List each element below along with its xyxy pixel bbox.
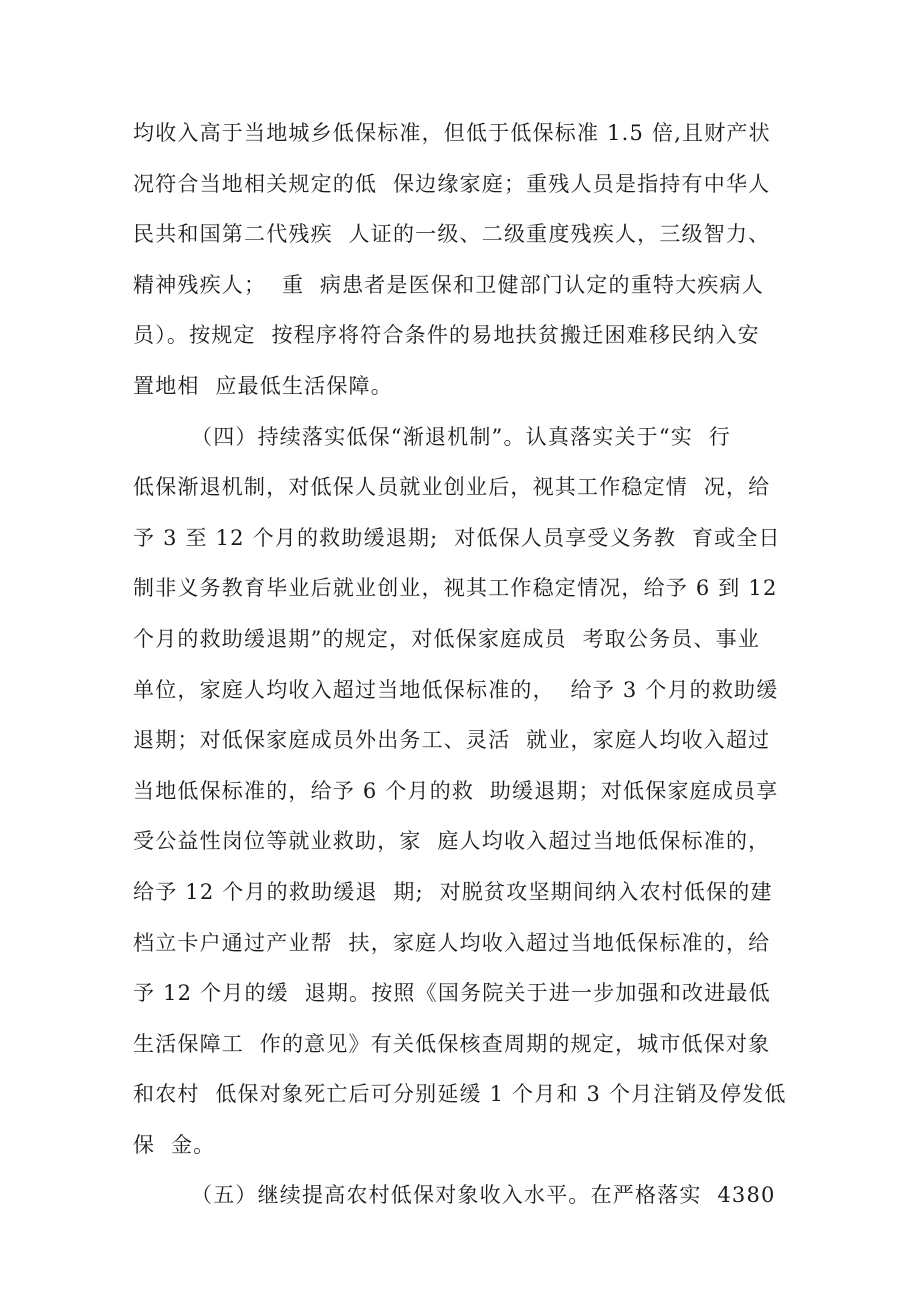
text-line: 况符合当地相关规定的低 保边缘家庭；重残人员是指持有中华人 xyxy=(133,171,771,196)
text-line: 予 12 个月的缓 退期。按照《国务院关于进一步加强和改进最低 xyxy=(133,981,771,1006)
text-line: 个月的救助缓退期”的规定，对低保家庭成员 考取公务员、事业 xyxy=(133,626,761,651)
text-line: 制非义务教育毕业后就业创业，视其工作稳定情况，给予 6 到 12 xyxy=(133,576,778,601)
text-line: （四）持续落实低保“渐退机制”。认真落实关于“实 行 xyxy=(191,424,731,449)
text-line: 生活保障工 作的意见》有关低保核查周期的规定，城市低保对象 xyxy=(133,1031,771,1056)
text-line: （五）继续提高农村低保对象收入水平。在严格落实 4380 xyxy=(191,1183,776,1208)
text-line: 和农村 低保对象死亡后可分别延缓 1 个月和 3 个月注销及停发低 xyxy=(133,1082,787,1107)
text-line: 当地低保标准的，给予 6 个月的救 助缓退期；对低保家庭成员享 xyxy=(133,778,779,803)
text-line: 员）。按规定 按程序将符合条件的易地扶贫搬迁困难移民纳入安 xyxy=(133,323,760,348)
text-line: 置地相 应最低生活保障。 xyxy=(133,373,393,398)
text-line: 档立卡户通过产业帮 扶，家庭人均收入超过当地低保标准的，给 xyxy=(133,930,771,955)
body-text xyxy=(133,108,803,1221)
text-line: 保 金。 xyxy=(133,1132,216,1157)
text-line: 给予 12 个月的救助缓退 期; 对脱贫攻坚期间纳入农村低保的建 xyxy=(133,879,773,904)
text-line: 均收入高于当地城乡低保标准，但低于低保标准 1.5 倍,且财产状 xyxy=(133,121,771,145)
text-line: 低保渐退机制，对低保人员就业创业后，视其工作稳定情 况，给 xyxy=(133,475,771,500)
text-line: 单位，家庭人均收入超过当地低保标准的， 给予 3 个月的救助缓 xyxy=(133,677,779,702)
text-line: 精神残疾人； 重 病患者是医保和卫健部门认定的重特大疾病人 xyxy=(133,272,764,297)
text-line: 予 3 至 12 个月的救助缓退期; 对低保人员享受义务教 育或全日 xyxy=(133,525,781,550)
text-line: 退期；对低保家庭成员外出务工、灵活 就业，家庭人均收入超过 xyxy=(133,728,771,753)
text-line: 受公益性岗位等就业救助，家 庭人均收入超过当地低保标准的， xyxy=(133,829,771,854)
text-line: 民共和国第二代残疾 人证的一级、二级重度残疾人，三级智力、 xyxy=(133,222,771,247)
